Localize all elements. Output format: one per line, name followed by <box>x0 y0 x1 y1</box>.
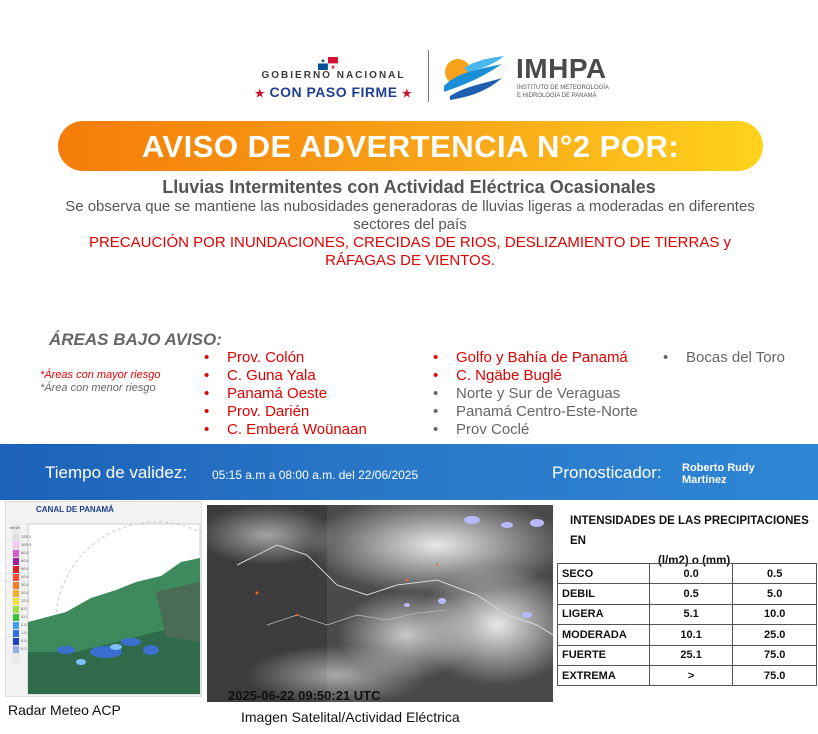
validity-value: 05:15 a.m a 08:00 a.m. del 22/06/2025 <box>212 468 419 482</box>
area-item: • Prov. Darién <box>204 403 310 420</box>
intensity-table <box>557 563 817 686</box>
radar-scale-unit: mm/h <box>10 525 20 530</box>
area-item: • C. Ngäbe Buglé <box>433 367 562 384</box>
table-row: DEBIL 0.5 5.0 <box>558 584 817 604</box>
panama-flag-icon <box>318 57 338 70</box>
area-item: • C. Emberá Woünaan <box>204 421 367 438</box>
radar-logo-text: CANAL DE PANAMÁ <box>36 505 114 514</box>
area-item: • Prov. Colón <box>204 349 305 366</box>
star-icon: ★ <box>254 88 266 100</box>
table-row: EXTREMA > 75.0 <box>558 665 817 685</box>
gobierno-slogan <box>246 84 421 100</box>
area-item: • Prov Coclé <box>433 421 530 438</box>
table-row: LIGERA 5.1 10.0 <box>558 604 817 624</box>
slogan-text: CON PASO FIRME <box>269 84 398 100</box>
table-row: MODERADA 10.1 25.0 <box>558 625 817 645</box>
satellite-image <box>207 505 553 702</box>
area-item: • C. Guna Yala <box>204 367 316 384</box>
logo-divider <box>428 50 429 102</box>
forecaster-label: Pronosticador: <box>552 463 662 482</box>
imhpa-subtitle-line2: E HIDROLOGÍA DE PANAMÁ <box>517 93 597 99</box>
radar-map <box>6 502 202 697</box>
areas-column-1 <box>201 349 367 439</box>
table-row: FUERTE 25.1 75.0 <box>558 645 817 665</box>
satellite-timestamp: 2025-06-22 09:50:21 UTC <box>228 688 381 703</box>
forecaster-name: Roberto Rudy Martínez <box>682 462 755 486</box>
radar-scale-labels: 125.0 100.0 80.0 60.0 50.0 40.0 30.0 20.0 12.0 8.0 4.0 2.0 1.0 0.5 0.2 <box>21 534 32 651</box>
caution-text: PRECAUCIÓN POR INUNDACIONES, CRECIDAS DE RIOS, DESLIZAMIENTO DE TIERRAS y RÁFAGAS DE VIENTOS. <box>88 234 732 269</box>
area-item: • Panamá Oeste <box>204 385 328 402</box>
areas-column-3 <box>660 349 785 367</box>
area-item: • Bocas del Toro <box>663 349 785 366</box>
imhpa-subtitle <box>517 84 627 100</box>
imhpa-subtitle-line1: INSTITUTO DE METEOROLOGÍA <box>517 85 609 91</box>
intensity-title-line1: INTENSIDADES DE LAS PRECIPITACIONES EN <box>570 515 809 547</box>
radar-caption: Radar Meteo ACP <box>8 702 121 718</box>
warning-subtitle: Lluvias Intermitentes con Actividad Eléctrica Ocasionales <box>162 177 656 197</box>
warning-description: Se observa que se mantiene las nubosidades generadoras de lluvias ligeras a moderadas en diferentes sectores del país <box>65 198 755 233</box>
gobierno-nacional-title: GOBIERNO NACIONAL <box>261 70 406 81</box>
legend-low-risk: *Área con menor riesgo <box>40 382 156 394</box>
satellite-map <box>207 505 553 702</box>
area-item: • Golfo y Bahía de Panamá <box>433 349 628 366</box>
radar-image <box>5 501 202 697</box>
validity-bar <box>0 444 818 500</box>
imhpa-logo-icon <box>440 52 506 102</box>
legend-high-risk: *Áreas con mayor riesgo <box>40 369 161 381</box>
imhpa-name: IMHPA <box>516 53 607 84</box>
areas-column-2 <box>430 349 638 439</box>
area-item: • Norte y Sur de Veraguas <box>433 385 621 402</box>
intensity-title-line2: (l/m2) o (mm) <box>658 555 731 567</box>
star-icon: ★ <box>401 88 413 100</box>
intensity-title <box>570 511 818 571</box>
areas-title: ÁREAS BAJO AVISO: <box>49 330 222 349</box>
table-row: SECO 0.0 0.5 <box>558 564 817 584</box>
gobierno-nacional-logo <box>246 52 421 108</box>
warning-banner <box>58 121 763 171</box>
satellite-caption: Imagen Satelital/Actividad Eléctrica <box>241 709 460 725</box>
area-item: • Panamá Centro-Este-Norte <box>433 403 638 420</box>
validity-label: Tiempo de validez: <box>45 463 188 482</box>
warning-title: AVISO DE ADVERTENCIA N°2 POR: <box>141 129 680 164</box>
